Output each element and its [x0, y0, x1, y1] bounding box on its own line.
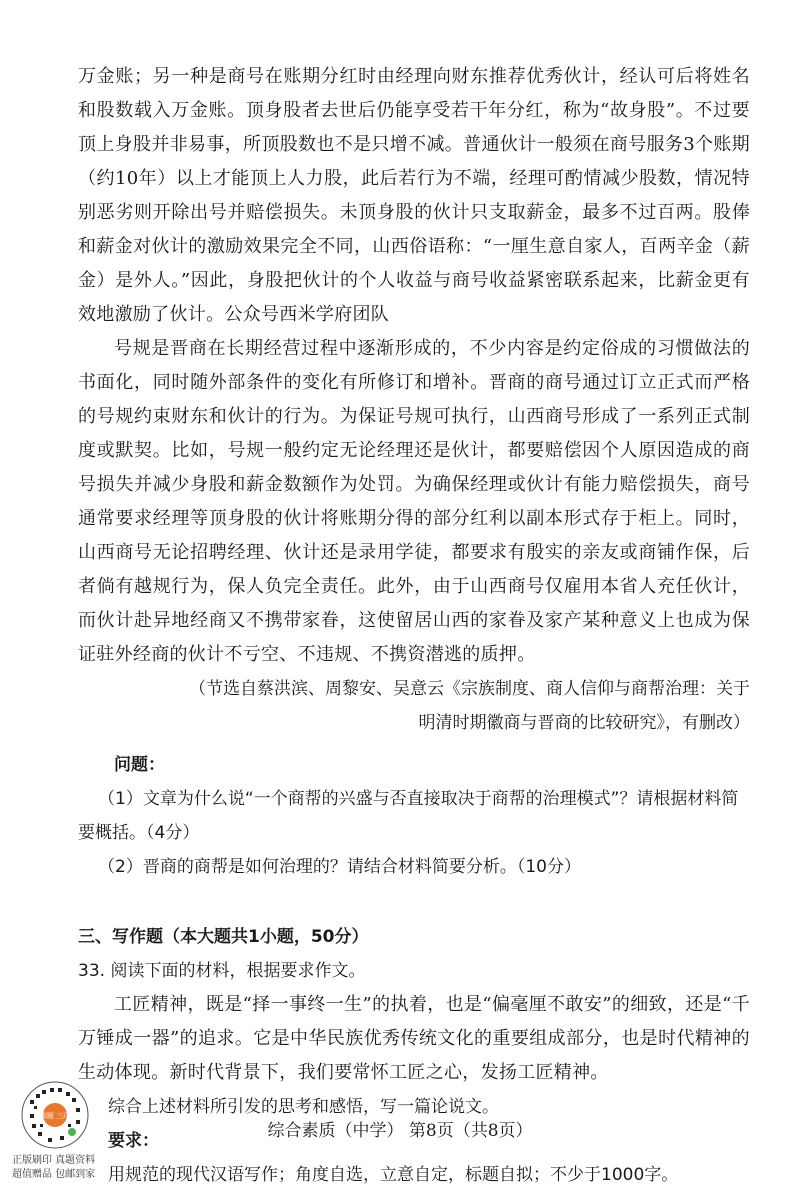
question-2: （2）晋商的商帮是如何治理的？请结合材料简要分析。（10分） — [98, 857, 581, 877]
document-page — [78, 60, 750, 1192]
source-citation-line1: （节选自蔡洪滨、周黎安、吴意云《宗族制度、商人信仰与商帮治理：关于 — [189, 679, 750, 699]
page-footer: 综合素质（中学） 第8页（共8页） — [267, 1121, 533, 1141]
source-citation-line2: 明清时期徽商与晋商的比较研究》，有删改） — [418, 713, 750, 733]
watermark-caption-line2: 超值赠品 包邮到家 — [12, 1169, 96, 1180]
paragraph-haogui: 号规是晋商在长期经营过程中逐渐形成的，不少内容是约定俗成的习惯做法的书面化，同时随外部条件的变化有所修订和增补。晋商的商号通过订立正式而严格的号规约束财东和伙计的行为。为保证号规可执行，山西商号形成了一系列正式制度或默契。比如，号规一般约定无论经理还是伙计，都要赔偿因个人原因造成的商号损失并减少身股和薪金数额作为处罚。为确保经理或伙计有能力赔偿损失，商号通常要求经理等顶身股的伙计将账期分得的部分红利以副本形式存于柜上。同时，山西商号无论招聘经理、伙计还是录用学徒，都要求有殷实的亲友或商铺作保，后者倘有越规行为，保人负完全责任。此外，由于山西商号仅雇用本省人充任伙计，而伙计赴异地经商又不携带家眷，这使留居山西的家眷及家产某种意义上也成为保证驻外经商的伙计不亏空、不违规、不携资潜逃的质押。 — [78, 338, 750, 665]
writing-section-heading: 三、写作题（本大题共1小题，50分） — [78, 927, 369, 947]
writing-requirement: 用规范的现代汉语写作；角度自选，立意自定，标题自拟；不少于1000字。 — [108, 1165, 679, 1185]
watermark-caption-line1: 正版刷印 真题资料 — [12, 1155, 96, 1166]
writing-material: 工匠精神，既是“择一事终一生”的执着，也是“偏毫厘不敢安”的细致，还是“千万锤成一器”的追求。它是中华民族优秀传统文化的重要组成部分，也是时代精神的生动体现。新时代背景下，我们要常怀工匠之心，发扬工匠精神。 — [78, 994, 750, 1083]
paragraph-shengu: 万金账；另一种是商号在账期分红时由经理向财东推荐优秀伙计，经认可后将姓名和股数载入万金账。顶身股者去世后仍能享受若干年分红，称为“故身股”。不过要顶上身股并非易事，所顶股数也不是只增不减。普通伙计一般须在商号服务3个账期（约10年）以上才能顶上人力股，此后若行为不端，经理可酌情减少股数，情况特别恶劣则开除出号并赔偿损失。未顶身股的伙计只支取薪金，最多不过百两。股俸和薪金对伙计的激励效果完全不同，山西俗语称：“一厘生意自家人，百两辛金（薪金）是外人。”因此，身股把伙计的个人收益与商号收益紧密联系起来，比薪金更有效地激励了伙计。公众号西米学府团队 — [78, 66, 750, 325]
questions-heading: 问题： — [114, 755, 165, 775]
requirements-heading: 要求： — [108, 1131, 159, 1151]
writing-instruction: 综合上述材料所引发的思考和感悟，写一篇论说文。 — [108, 1097, 499, 1117]
watermark-caption — [12, 1154, 122, 1182]
question-1: （1）文章为什么说“一个商帮的兴盛与否直接取决于商帮的治理模式”？请根据材料简要概括。（4分） — [78, 789, 739, 843]
qr-badge-text: 刷题 三印 — [39, 1112, 71, 1120]
question-33: 33. 阅读下面的材料，根据要求作文。 — [78, 961, 366, 981]
